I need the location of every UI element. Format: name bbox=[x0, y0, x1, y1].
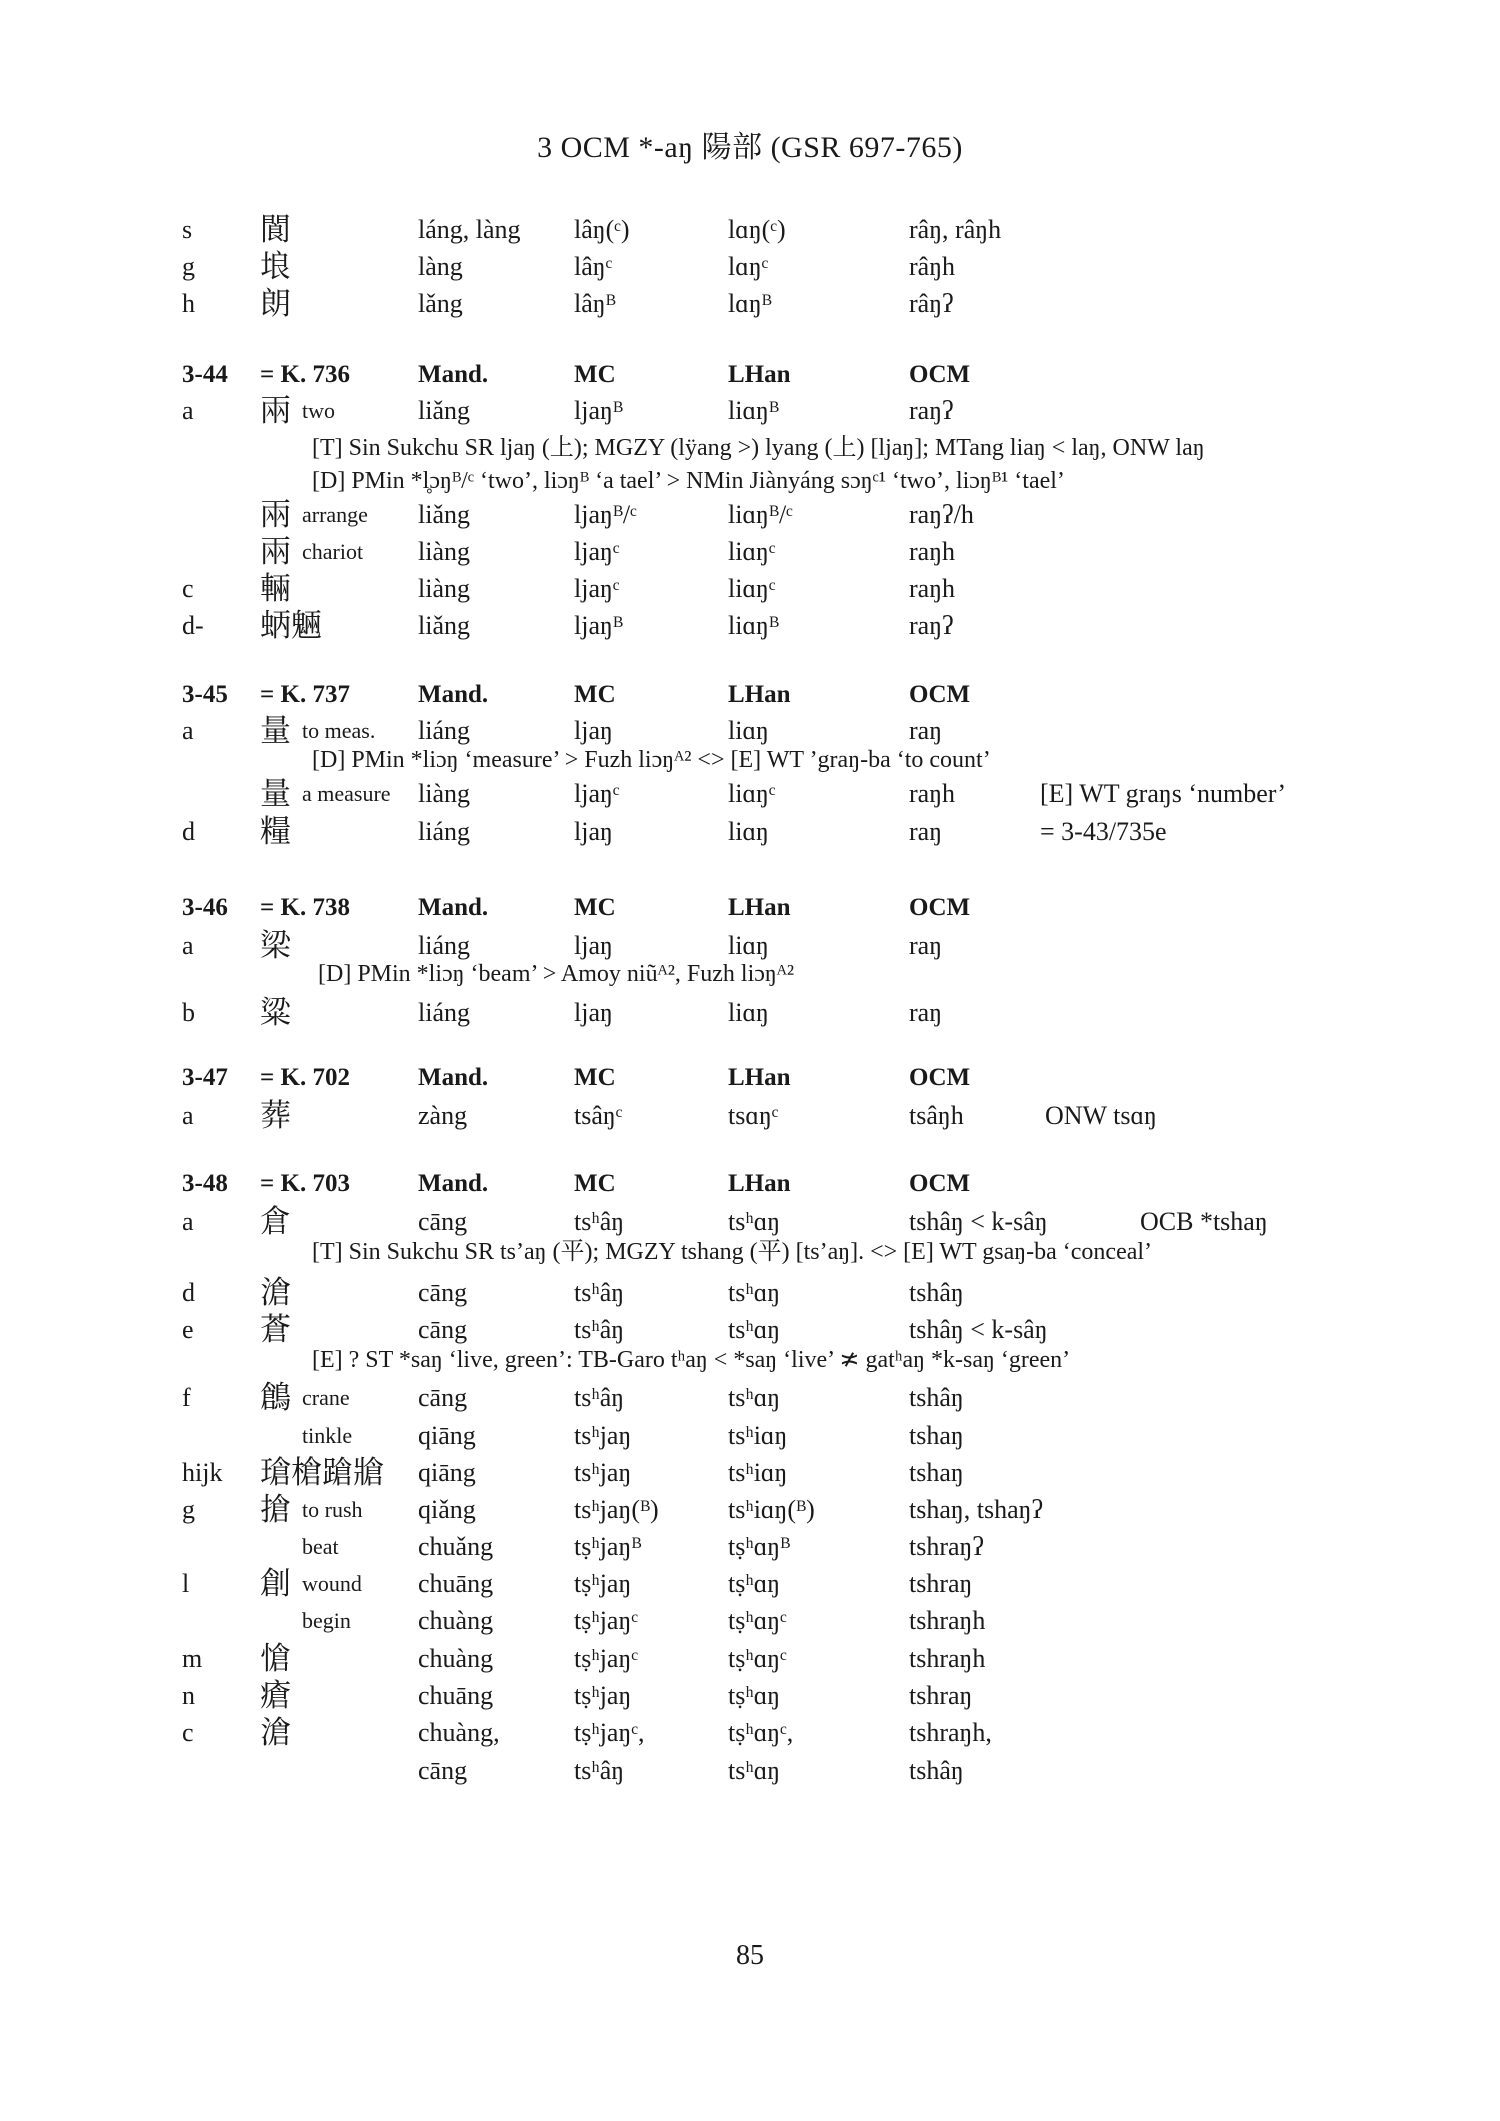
entry-row bbox=[0, 1204, 1500, 1240]
old-chinese: tshâŋ bbox=[909, 1756, 964, 1785]
later-han: tṣʰɑŋ bbox=[728, 1569, 781, 1598]
middle-chinese: ljaŋ bbox=[574, 716, 613, 745]
col-head-lhan: LHan bbox=[728, 681, 791, 708]
mandarin: liáng bbox=[418, 817, 470, 846]
entry-letter: hijk bbox=[182, 1458, 223, 1487]
character: 輛 bbox=[260, 571, 291, 606]
col-head-mc: MC bbox=[574, 1170, 616, 1197]
character: 瘡 bbox=[260, 1678, 291, 1713]
gloss: begin bbox=[302, 1608, 351, 1633]
character: 兩 bbox=[260, 534, 291, 569]
mandarin: zàng bbox=[418, 1101, 468, 1130]
old-chinese: tshraŋʔ bbox=[909, 1532, 984, 1561]
later-han: tsʰiɑŋ bbox=[728, 1458, 788, 1487]
old-chinese: raŋʔ/h bbox=[909, 500, 974, 529]
mandarin: liàng bbox=[418, 537, 470, 566]
middle-chinese: tsʰjaŋ(ᴮ) bbox=[574, 1495, 659, 1524]
later-han: tṣʰɑŋ bbox=[728, 1681, 781, 1710]
entry-letter: c bbox=[182, 574, 194, 603]
character: 粱 bbox=[260, 995, 291, 1030]
mandarin: liáng bbox=[418, 716, 470, 745]
entry-row bbox=[0, 1380, 1500, 1416]
old-chinese: tshâŋ bbox=[909, 1383, 964, 1412]
gloss: beat bbox=[302, 1534, 339, 1559]
mandarin: cāng bbox=[418, 1383, 468, 1412]
middle-chinese: tsʰâŋ bbox=[574, 1383, 625, 1412]
karlgren-ref: = K. 736 bbox=[260, 361, 350, 388]
later-han: liɑŋᴮ bbox=[728, 611, 779, 640]
later-han: liɑŋ bbox=[728, 817, 769, 846]
entry-row bbox=[0, 608, 1500, 644]
mandarin: chuāng bbox=[418, 1681, 494, 1710]
entry-row bbox=[0, 1275, 1500, 1311]
note-line: [T] Sin Sukchu SR ljaŋ (上); MGZY (lÿang >) lyang (上) [ljaŋ]; MTang liaŋ < laŋ, ONW laŋ bbox=[312, 435, 1205, 461]
mandarin: qiāng bbox=[418, 1458, 476, 1487]
old-chinese: râŋ, râŋh bbox=[909, 215, 1002, 244]
gloss: chariot bbox=[302, 539, 364, 564]
gloss: two bbox=[302, 398, 335, 423]
later-han: liɑŋ bbox=[728, 716, 769, 745]
old-chinese: tshraŋ bbox=[909, 1681, 973, 1710]
later-han: tsʰiɑŋ bbox=[728, 1421, 788, 1450]
later-han: tṣʰɑŋᶜ bbox=[728, 1644, 787, 1673]
col-head-mc: MC bbox=[574, 894, 616, 921]
later-han: tsʰɑŋ bbox=[728, 1315, 781, 1344]
entry-letter: f bbox=[182, 1383, 191, 1412]
entry-row bbox=[0, 1641, 1500, 1677]
gloss: a measure bbox=[302, 781, 391, 806]
entry-row bbox=[0, 497, 1500, 533]
mandarin: liáng bbox=[418, 931, 470, 960]
old-chinese: raŋ bbox=[909, 716, 943, 745]
middle-chinese: tṣʰjaŋᶜ bbox=[574, 1606, 638, 1635]
entry-row bbox=[0, 1098, 1500, 1134]
mandarin: chuàng bbox=[418, 1644, 494, 1673]
old-chinese: raŋ bbox=[909, 931, 943, 960]
col-head-ocm: OCM bbox=[909, 894, 971, 921]
mandarin: chuàng, bbox=[418, 1718, 500, 1747]
character: 倉 bbox=[260, 1204, 291, 1239]
old-chinese: râŋʔ bbox=[909, 289, 954, 318]
entry-note: [E] WT graŋs ‘number’ bbox=[1040, 779, 1287, 808]
middle-chinese: ljaŋᶜ bbox=[574, 574, 620, 603]
character: 鶬 bbox=[260, 1380, 291, 1415]
mandarin: lǎng bbox=[418, 289, 463, 318]
entry-row bbox=[0, 1753, 1500, 1789]
middle-chinese: tṣʰjaŋ bbox=[574, 1569, 632, 1598]
mandarin: liàng bbox=[418, 779, 470, 808]
col-head-mand: Mand. bbox=[418, 361, 489, 388]
entry-row bbox=[0, 393, 1500, 429]
col-head-mc: MC bbox=[574, 1064, 616, 1091]
col-head-lhan: LHan bbox=[728, 1064, 791, 1091]
middle-chinese: tsʰjaŋ bbox=[574, 1421, 632, 1450]
entry-row bbox=[0, 1678, 1500, 1714]
set-number: 3-46 bbox=[182, 894, 228, 921]
entry-letter: d bbox=[182, 1278, 195, 1307]
entry-letter: a bbox=[182, 1101, 194, 1130]
note-line: [D] PMin *l̥ɔŋᴮ/ᶜ ‘two’, liɔŋᴮ ‘a tael’ > NMin Jiànyáng sɔŋᶜ¹ ‘two’, liɔŋᴮ¹ ‘tael’ bbox=[312, 468, 1065, 494]
entry-letter: l bbox=[182, 1569, 190, 1598]
middle-chinese: tṣʰjaŋᴮ bbox=[574, 1532, 642, 1561]
old-chinese: tshaŋ bbox=[909, 1421, 964, 1450]
character: 搶 bbox=[260, 1492, 291, 1527]
col-head-mand: Mand. bbox=[418, 894, 489, 921]
note-line: [D] PMin *liɔŋ ‘measure’ > Fuzh liɔŋᴬ² <> [E] WT ’graŋ-ba ‘to count’ bbox=[312, 747, 991, 773]
col-head-ocm: OCM bbox=[909, 361, 971, 388]
note-line: [T] Sin Sukchu SR ts’aŋ (平); MGZY tshang (平) [ts’aŋ]. <> [E] WT gsaŋ-ba ‘conceal’ bbox=[312, 1239, 1153, 1265]
character: 埌 bbox=[260, 249, 291, 284]
middle-chinese: tsʰâŋ bbox=[574, 1756, 625, 1785]
entry-letter: a bbox=[182, 1207, 194, 1236]
entry-note: = 3-43/735e bbox=[1040, 817, 1167, 846]
old-chinese: raŋ bbox=[909, 817, 943, 846]
character: 蛃魎 bbox=[260, 608, 322, 643]
character: 滄 bbox=[260, 1715, 291, 1750]
page-number: 85 bbox=[736, 1940, 764, 1971]
col-head-lhan: LHan bbox=[728, 361, 791, 388]
page-header: 3 OCM *-aŋ 陽部 (GSR 697-765) bbox=[537, 131, 963, 164]
middle-chinese: ljaŋ bbox=[574, 817, 613, 846]
mandarin: láng, làng bbox=[418, 215, 521, 244]
character: 兩 bbox=[260, 393, 291, 428]
later-han: tsʰɑŋ bbox=[728, 1756, 781, 1785]
character: 量 bbox=[260, 776, 291, 811]
middle-chinese: lâŋ(ᶜ) bbox=[574, 215, 630, 244]
col-head-ocm: OCM bbox=[909, 681, 971, 708]
character: 葬 bbox=[260, 1098, 291, 1133]
entry-letter: c bbox=[182, 1718, 194, 1747]
entry-letter: d bbox=[182, 817, 195, 846]
entry-row bbox=[0, 814, 1500, 850]
later-han: tṣʰɑŋᴮ bbox=[728, 1532, 791, 1561]
later-han: liɑŋᶜ bbox=[728, 537, 776, 566]
later-han: liɑŋᴮ bbox=[728, 396, 779, 425]
karlgren-ref: = K. 738 bbox=[260, 894, 350, 921]
later-han: tsɑŋᶜ bbox=[728, 1101, 779, 1130]
entry-row bbox=[0, 1312, 1500, 1348]
middle-chinese: tsʰâŋ bbox=[574, 1315, 625, 1344]
entry-row bbox=[0, 1455, 1500, 1491]
middle-chinese: tṣʰjaŋᶜ bbox=[574, 1644, 638, 1673]
old-chinese: tshraŋh, bbox=[909, 1718, 992, 1747]
old-chinese: tshaŋ bbox=[909, 1458, 964, 1487]
old-chinese: tshâŋ bbox=[909, 1278, 964, 1307]
note-line: [E] ? ST *saŋ ‘live, green’: TB-Garo tʰaŋ < *saŋ ‘live’ ≭ gatʰaŋ *k-saŋ ‘green’ bbox=[312, 1347, 1071, 1373]
set-number: 3-47 bbox=[182, 1064, 228, 1091]
col-head-ocm: OCM bbox=[909, 1064, 971, 1091]
entry-row bbox=[0, 1492, 1500, 1528]
later-han: tsʰɑŋ bbox=[728, 1383, 781, 1412]
middle-chinese: tsʰâŋ bbox=[574, 1278, 625, 1307]
old-chinese: raŋ bbox=[909, 998, 943, 1027]
entry-row bbox=[0, 571, 1500, 607]
later-han: liɑŋᴮ/ᶜ bbox=[728, 500, 793, 529]
character: 蒼 bbox=[260, 1312, 291, 1347]
col-head-mand: Mand. bbox=[418, 1170, 489, 1197]
entry-letter: d- bbox=[182, 611, 204, 640]
entry-row bbox=[0, 534, 1500, 570]
set-header-row bbox=[0, 677, 1500, 713]
middle-chinese: ljaŋ bbox=[574, 931, 613, 960]
mandarin: liǎng bbox=[418, 500, 470, 529]
entry-letter: a bbox=[182, 931, 194, 960]
mandarin: chuǎng bbox=[418, 1532, 494, 1561]
gloss: crane bbox=[302, 1385, 350, 1410]
later-han: liɑŋᶜ bbox=[728, 574, 776, 603]
entry-letter: a bbox=[182, 716, 194, 745]
character: 梁 bbox=[260, 928, 291, 963]
mandarin: cāng bbox=[418, 1315, 468, 1344]
set-header-row bbox=[0, 357, 1500, 393]
character: 糧 bbox=[260, 814, 291, 849]
entry-row bbox=[0, 995, 1500, 1031]
later-han: lɑŋ(ᶜ) bbox=[728, 215, 786, 244]
character: 滄 bbox=[260, 1275, 291, 1310]
entry-note: OCB *tshaŋ bbox=[1140, 1207, 1268, 1236]
middle-chinese: ljaŋᶜ bbox=[574, 779, 620, 808]
mandarin: chuāng bbox=[418, 1569, 494, 1598]
middle-chinese: ljaŋᴮ bbox=[574, 611, 623, 640]
gloss: wound bbox=[302, 1571, 362, 1596]
entry-row bbox=[0, 776, 1500, 812]
character: 愴 bbox=[260, 1641, 291, 1676]
middle-chinese: tsâŋᶜ bbox=[574, 1101, 623, 1130]
old-chinese: tshâŋ < k-sâŋ bbox=[909, 1315, 1048, 1344]
character: 朗 bbox=[260, 286, 291, 321]
mandarin: cāng bbox=[418, 1278, 468, 1307]
entry-letter: e bbox=[182, 1315, 194, 1344]
old-chinese: râŋh bbox=[909, 252, 956, 281]
old-chinese: tshraŋh bbox=[909, 1606, 986, 1635]
middle-chinese: tṣʰjaŋ bbox=[574, 1681, 632, 1710]
entry-row bbox=[0, 1529, 1500, 1565]
col-head-mc: MC bbox=[574, 681, 616, 708]
mandarin: liǎng bbox=[418, 396, 470, 425]
later-han: lɑŋᴮ bbox=[728, 289, 772, 318]
entry-letter: a bbox=[182, 396, 194, 425]
gloss: to meas. bbox=[302, 718, 376, 743]
later-han: liɑŋ bbox=[728, 998, 769, 1027]
set-header-row bbox=[0, 890, 1500, 926]
entry-row bbox=[0, 286, 1500, 322]
mandarin: liàng bbox=[418, 574, 470, 603]
character: 兩 bbox=[260, 497, 291, 532]
character: 創 bbox=[260, 1566, 291, 1601]
middle-chinese: ljaŋᶜ bbox=[574, 537, 620, 566]
later-han: tsʰɑŋ bbox=[728, 1278, 781, 1307]
mandarin: làng bbox=[418, 252, 463, 281]
middle-chinese: ljaŋ bbox=[574, 998, 613, 1027]
col-head-mand: Mand. bbox=[418, 1064, 489, 1091]
old-chinese: raŋh bbox=[909, 537, 956, 566]
later-han: liɑŋ bbox=[728, 931, 769, 960]
set-number: 3-45 bbox=[182, 681, 228, 708]
character: 閬 bbox=[260, 212, 291, 247]
col-head-lhan: LHan bbox=[728, 1170, 791, 1197]
later-han: liɑŋᶜ bbox=[728, 779, 776, 808]
mandarin: chuàng bbox=[418, 1606, 494, 1635]
entry-letter: m bbox=[182, 1644, 203, 1673]
entry-letter: g bbox=[182, 1495, 195, 1524]
later-han: tsʰiɑŋ(ᴮ) bbox=[728, 1495, 815, 1524]
middle-chinese: tsʰâŋ bbox=[574, 1207, 625, 1236]
mandarin: qiāng bbox=[418, 1421, 476, 1450]
karlgren-ref: = K. 702 bbox=[260, 1064, 350, 1091]
entry-row bbox=[0, 212, 1500, 248]
gloss: to rush bbox=[302, 1497, 363, 1522]
middle-chinese: ljaŋᴮ bbox=[574, 396, 623, 425]
old-chinese: tshraŋh bbox=[909, 1644, 986, 1673]
entry-row bbox=[0, 1418, 1500, 1454]
entry-row bbox=[0, 1715, 1500, 1751]
character: 量 bbox=[260, 713, 291, 748]
old-chinese: tshâŋ < k-sâŋ bbox=[909, 1207, 1048, 1236]
old-chinese: raŋh bbox=[909, 574, 956, 603]
set-header-row bbox=[0, 1166, 1500, 1202]
middle-chinese: ljaŋᴮ/ᶜ bbox=[574, 500, 637, 529]
mandarin: liáng bbox=[418, 998, 470, 1027]
entry-letter: n bbox=[182, 1681, 195, 1710]
entry-row bbox=[0, 249, 1500, 285]
entry-letter: g bbox=[182, 252, 195, 281]
karlgren-ref: = K. 737 bbox=[260, 681, 350, 708]
later-han: tṣʰɑŋᶜ, bbox=[728, 1718, 794, 1747]
entry-row bbox=[0, 1566, 1500, 1602]
old-chinese: tshraŋ bbox=[909, 1569, 973, 1598]
old-chinese: tshaŋ, tshaŋʔ bbox=[909, 1495, 1044, 1524]
gloss: arrange bbox=[302, 502, 368, 527]
character: 瑲槍蹌牄 bbox=[260, 1455, 384, 1490]
entry-note: ONW tsɑŋ bbox=[1045, 1101, 1157, 1130]
col-head-ocm: OCM bbox=[909, 1170, 971, 1197]
set-number: 3-44 bbox=[182, 361, 228, 388]
entry-letter: s bbox=[182, 215, 193, 244]
set-header-row bbox=[0, 1060, 1500, 1096]
entry-letter: h bbox=[182, 289, 195, 318]
entry-letter: b bbox=[182, 998, 195, 1027]
old-chinese: raŋʔ bbox=[909, 611, 954, 640]
later-han: tsʰɑŋ bbox=[728, 1207, 781, 1236]
karlgren-ref: = K. 703 bbox=[260, 1170, 350, 1197]
mandarin: liǎng bbox=[418, 611, 470, 640]
mandarin: qiǎng bbox=[418, 1495, 476, 1524]
middle-chinese: tsʰjaŋ bbox=[574, 1458, 632, 1487]
col-head-mc: MC bbox=[574, 361, 616, 388]
mandarin: cāng bbox=[418, 1756, 468, 1785]
mandarin: cāng bbox=[418, 1207, 468, 1236]
note-line: [D] PMin *liɔŋ ‘beam’ > Amoy niũᴬ², Fuzh liɔŋᴬ² bbox=[318, 961, 795, 987]
old-chinese: raŋh bbox=[909, 779, 956, 808]
col-head-mand: Mand. bbox=[418, 681, 489, 708]
middle-chinese: lâŋᴮ bbox=[574, 289, 616, 318]
entry-row bbox=[0, 1603, 1500, 1639]
middle-chinese: lâŋᶜ bbox=[574, 252, 613, 281]
gloss: tinkle bbox=[302, 1423, 353, 1448]
set-number: 3-48 bbox=[182, 1170, 228, 1197]
later-han: tṣʰɑŋᶜ bbox=[728, 1606, 787, 1635]
later-han: lɑŋᶜ bbox=[728, 252, 769, 281]
col-head-lhan: LHan bbox=[728, 894, 791, 921]
middle-chinese: tṣʰjaŋᶜ, bbox=[574, 1718, 645, 1747]
old-chinese: raŋʔ bbox=[909, 396, 954, 425]
old-chinese: tsâŋh bbox=[909, 1101, 964, 1130]
